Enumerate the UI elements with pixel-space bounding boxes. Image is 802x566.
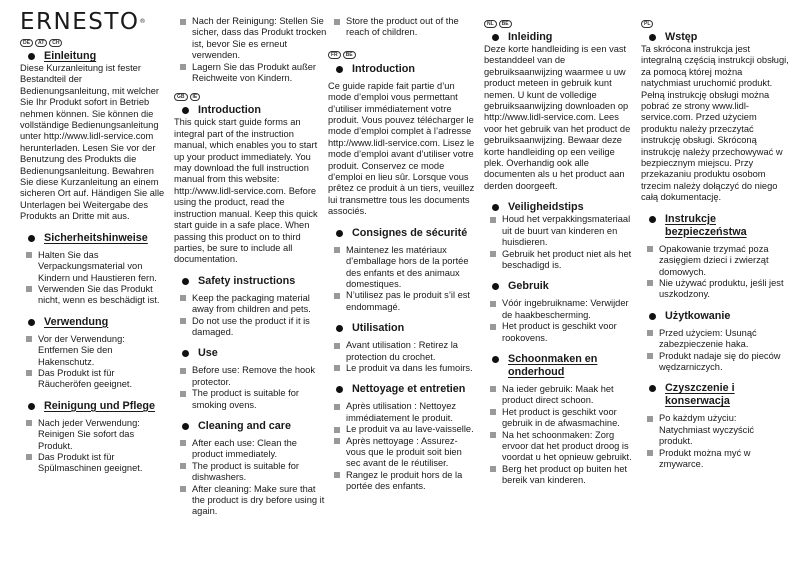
country-badge: NL xyxy=(484,20,497,28)
paragraph: Deze korte handleiding is een vast bestanddeel van de gebruiksaanwijzing waarmee u uw product meteen in gebruik kunt nemen. U kunt de volledige gebruiksaanwijzing downloaden op http://www.lidl-service.com. Lees voor het gebruik van het product de gebruiksaanwijzing. Bewaar deze korte handleiding op een veilige plek. Overhandig ook alle documenten als u het product aan derden doorgeeft. xyxy=(484,44,631,191)
section-heading: Użytkowanie xyxy=(641,310,789,323)
bullet-item: Le produit va au lave-vaisselle. xyxy=(328,424,476,435)
section-heading: Use xyxy=(174,347,327,360)
bullet-dot-icon xyxy=(182,107,189,114)
country-badges xyxy=(20,38,165,47)
bullet-item: Lagern Sie das Produkt außer Reichweite von Kindern. xyxy=(174,62,327,85)
bullet-item: Produkt nadaje się do pieców wędzarniczych. xyxy=(641,351,789,374)
paragraph: This quick start guide forms an integral part of the instruction manual, which enables you to start up your product immediately. You may download the full instruction manual from this website: http://www.lidl-service.com. Before using the product, read the instruction manual. Keep this quick start guide in a safe place. When passing this product on to third parties, be sure to include all documentation. xyxy=(174,117,318,265)
bullet-dot-icon xyxy=(28,53,35,60)
bullet-item: Het product is geschikt voor gebruik in de afwasmachine. xyxy=(484,407,632,430)
bullet-item: After cleaning: Make sure that the product is dry before using it again. xyxy=(174,484,327,518)
bullet-dot-icon xyxy=(28,235,35,242)
section-heading: Czyszczenie i konserwacja xyxy=(641,382,789,408)
section-heading: Introduction xyxy=(174,104,327,117)
bullet-item: Nach jeder Verwendung: Reinigen Sie sofort das Produkt. xyxy=(20,418,165,452)
bullet-item: Rangez le produit hors de la portée des enfants. xyxy=(328,470,476,493)
section-heading: Safety instructions xyxy=(174,275,327,288)
brand-name: ERNESTO xyxy=(20,9,140,35)
bullet-item: Nach der Reinigung: Stellen Sie sicher, dass das Produkt trocken ist, bevor Sie es erneut verwenden. xyxy=(174,16,327,62)
bullet-item: Before use: Remove the hook protector. xyxy=(174,365,327,388)
section-heading: Nettoyage et entretien xyxy=(328,383,476,396)
bullet-dot-icon xyxy=(492,356,499,363)
section-heading: Cleaning and care xyxy=(174,420,327,433)
country-badge: AT xyxy=(35,39,47,47)
bullet-item: Nie używać produktu, jeśli jest uszkodzony. xyxy=(641,278,789,301)
bullet-item: Avant utilisation : Retirez la protection du crochet. xyxy=(328,340,476,363)
bullet-item: Verwenden Sie das Produkt nicht, wenn es beschädigt ist. xyxy=(20,284,165,307)
column-nl xyxy=(484,16,632,487)
bullet-item: Après utilisation : Nettoyez immédiatement le produit. xyxy=(328,401,476,424)
bullet-dot-icon xyxy=(182,423,189,430)
paragraph: Ta skrócona instrukcja jest integralną częścią instrukcji obsługi, za pomocą której można natychmiast uruchomić produkt. Pełną instrukcję obsługi można pobrać ze strony www.lidl-service.com. Przed użyciem produktu należy przeczytać instrukcję obsługi. Skróconą instrukcję należy przechowywać w bezpiecznym miejscu. Przy przekazaniu produktu osobom trzecim należy dołączyć do niego całą dokumentację. xyxy=(641,44,789,203)
bullet-dot-icon xyxy=(649,34,656,41)
column-fr xyxy=(328,16,476,493)
bullet-item: Le produit va dans les fumoirs. xyxy=(328,363,476,374)
bullet-item: Na het schoonmaken: Zorg ervoor dat het product droog is voordat u het opnieuw gebruikt. xyxy=(484,430,632,464)
paragraph: Ce guide rapide fait partie d’un mode d’emploi vous permettant d’utiliser immédiatement votre produit. Vous pouvez télécharger le mode d’emploi complet à l’adresse http://www.lidl-service.com. Lisez le mode d’emploi avant d’utiliser votre produit. Conservez ce mode d’emploi en lieu sûr. Lorsque vous prêtez ce produit à un tiers, veuillez lui transmettre tous les documents associés. xyxy=(328,80,475,217)
section-heading: Consignes de sécurité xyxy=(328,227,476,240)
column-pl xyxy=(641,16,789,470)
bullet-dot-icon xyxy=(336,66,343,73)
country-badges xyxy=(641,19,789,28)
bullet-item: Vóór ingebruikname: Verwijder de haakbescherming. xyxy=(484,298,632,321)
country-badge: DE xyxy=(20,39,33,47)
bullet-item: Berg het product op buiten het bereik van kinderen. xyxy=(484,464,632,487)
country-badge: GB xyxy=(174,93,188,101)
column-en xyxy=(174,16,327,518)
bullet-dot-icon xyxy=(492,204,499,211)
section-heading: Utilisation xyxy=(328,322,476,335)
bullet-item: Het product is geschikt voor rookovens. xyxy=(484,321,632,344)
section-heading: Inleiding xyxy=(484,31,632,44)
bullet-item: Przed użyciem: Usunąć zabezpieczenie haka. xyxy=(641,328,789,351)
section-heading: Wstęp xyxy=(641,31,789,44)
bullet-dot-icon xyxy=(492,34,499,41)
section-heading: Gebruik xyxy=(484,280,632,293)
bullet-item: After each use: Clean the product immediately. xyxy=(174,438,327,461)
bullet-item: Halten Sie das Verpackungsmaterial von Kindern und Haustieren fern. xyxy=(20,250,165,284)
section-heading: Introduction xyxy=(328,63,476,76)
bullet-dot-icon xyxy=(28,319,35,326)
country-badge: PL xyxy=(641,20,653,28)
section-heading: Sicherheitshinweise xyxy=(20,232,165,245)
section-heading: Verwendung xyxy=(20,316,165,329)
bullet-item: Po każdym użyciu: Natychmiast wyczyścić produkt. xyxy=(641,413,789,447)
bullet-item: Na ieder gebruik: Maak het product direct schoon. xyxy=(484,384,632,407)
bullet-item: The product is suitable for dishwashers. xyxy=(174,461,327,484)
country-badges xyxy=(328,51,476,60)
bullet-dot-icon xyxy=(336,325,343,332)
bullet-dot-icon xyxy=(649,216,656,223)
bullet-item: The product is suitable for smoking ovens. xyxy=(174,388,327,411)
bullet-dot-icon xyxy=(649,313,656,320)
country-badge: FR xyxy=(328,51,341,59)
paragraph: Diese Kurzanleitung ist fester Bestandteil der Bedienungsanleitung, mit welcher Sie Ihr Produkt sofort in Betrieb nehmen können. Sie können die vollständige Bedienungsanleitung unter http://www.lidl-service.com herunterladen. Lesen Sie vor der Benutzung des Produkts die Bedienungsanleitung. Bewahren Sie diese Kurzanleitung an einem sicheren Ort auf. Händigen Sie alle Unterlagen bei Weitergabe des Produkts an Dritte mit aus. xyxy=(20,63,165,222)
section-heading: Schoonmaken en onderhoud xyxy=(484,353,632,379)
bullet-item: Keep the packaging material away from children and pets. xyxy=(174,293,327,316)
bullet-dot-icon xyxy=(336,386,343,393)
country-badge: IE xyxy=(190,93,201,101)
bullet-dot-icon xyxy=(492,283,499,290)
bullet-dot-icon xyxy=(28,403,35,410)
country-badges xyxy=(174,92,327,101)
bullet-item: Store the product out of the reach of children. xyxy=(328,16,476,39)
bullet-item: Das Produkt ist für Spülmaschinen geeignet. xyxy=(20,452,165,475)
country-badge: BE xyxy=(343,51,356,59)
bullet-item: Houd het verpakkingsmateriaal uit de buurt van kinderen en huisdieren. xyxy=(484,214,632,248)
bullet-dot-icon xyxy=(182,350,189,357)
column-de xyxy=(20,0,165,475)
bullet-item: Produkt można myć w zmywarce. xyxy=(641,448,789,471)
section-heading: Instrukcje bezpieczeństwa xyxy=(641,213,789,239)
section-heading: Reinigung und Pflege xyxy=(20,400,165,413)
bullet-item: Opakowanie trzymać poza zasięgiem dzieci i zwierząt domowych. xyxy=(641,244,789,278)
bullet-item: N’utilisez pas le produit s’il est endommagé. xyxy=(328,290,476,313)
section-heading: Einleitung xyxy=(20,50,165,63)
bullet-item: Après nettoyage : Assurez-vous que le produit soit bien sec avant de le réutiliser. xyxy=(328,436,476,470)
country-badge: CH xyxy=(49,39,62,47)
bullet-item: Das Produkt ist für Räucheröfen geeignet. xyxy=(20,368,165,391)
bullet-dot-icon xyxy=(182,278,189,285)
bullet-item: Gebruik het product niet als het beschadigd is. xyxy=(484,249,632,272)
country-badge: BE xyxy=(499,20,512,28)
bullet-item: Vor der Verwendung: Entfernen Sie den Hakenschutz. xyxy=(20,334,165,368)
bullet-dot-icon xyxy=(649,385,656,392)
section-heading: Veiligheidstips xyxy=(484,201,632,214)
country-badges xyxy=(484,19,632,28)
brand-mark: ® xyxy=(139,18,146,25)
bullet-dot-icon xyxy=(336,230,343,237)
brand-logo xyxy=(20,9,165,35)
bullet-item: Do not use the product if it is damaged. xyxy=(174,316,327,339)
bullet-item: Maintenez les matériaux d’emballage hors de la portée des enfants et des animaux domestiques. xyxy=(328,245,476,291)
